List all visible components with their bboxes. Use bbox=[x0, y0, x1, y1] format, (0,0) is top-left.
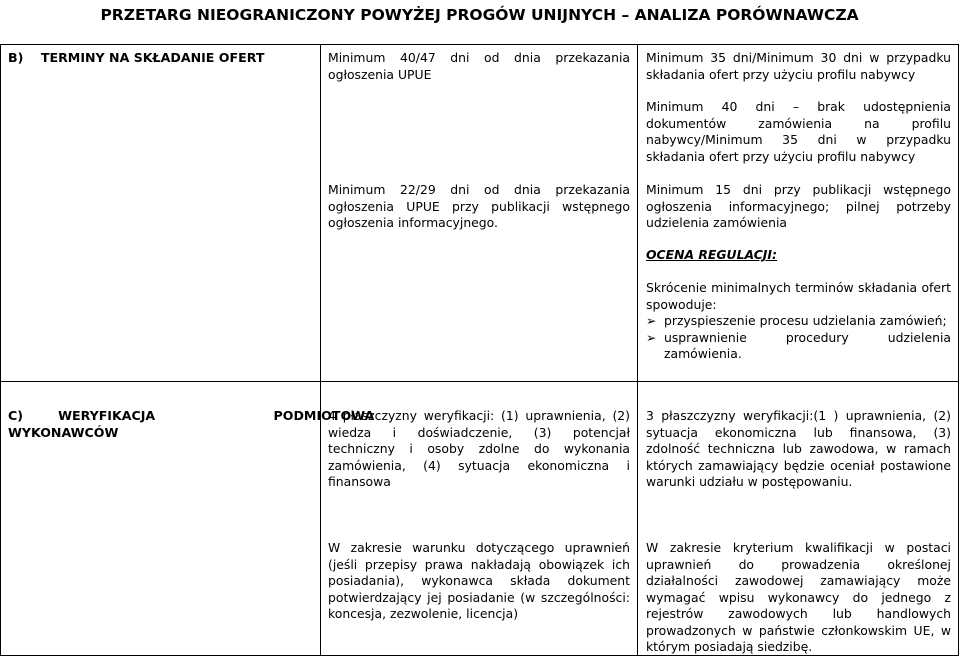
row-divider bbox=[0, 381, 959, 382]
ocena-bullet-2-text: usprawnienie procedury udzielenia zamówienia. bbox=[664, 329, 951, 361]
section-c-old-licences bbox=[328, 540, 630, 623]
section-b-ocena-body bbox=[646, 280, 951, 363]
arrow-bullet-icon: ➢ bbox=[646, 313, 657, 328]
section-c-old-verification-text: 4 płaszczyzny weryfikacji: (1) uprawnienia, (2) wiedza i doświadczenie, (3) potencjał techniczny i osoby zdolne do wykonania zamówienia, (4) sytuacja ekonomiczna i finansowa bbox=[328, 408, 630, 489]
ocena-heading: OCENA REGULACJI: bbox=[646, 247, 777, 262]
section-b-new-deadline-no-profile-text: Minimum 40 dni – brak udostępnienia dokumentów zamówienia na profilu nabywcy/Minimum 35 dni w przypadku składania ofert przy użyciu profilu nabywcy bbox=[646, 99, 951, 164]
table-left-border bbox=[0, 44, 1, 656]
section-c-old-verification bbox=[328, 408, 630, 491]
arrow-bullet-icon: ➢ bbox=[646, 329, 657, 345]
column-divider-2 bbox=[637, 44, 638, 656]
page-title: PRZETARG NIEOGRANICZONY POWYŻEJ PROGÓW UNIJNYCH – ANALIZA PORÓWNAWCZA bbox=[100, 6, 859, 24]
section-b-new-deadline-urgent-text: Minimum 15 dni przy publikacji wstępnego ogłoszenia informacyjnego; pilnej potrzeby udzielenia zamówienia bbox=[646, 182, 951, 230]
section-c-new-verification-text: 3 płaszczyzny weryfikacji:(1 ) uprawnienia, (2) sytuacja ekonomiczna lub finansowa, (3) zdolność techniczna lub zawodowa, w ramach których zamawiający będzie oceniał postawione warunki udziału w postępowaniu. bbox=[646, 408, 951, 489]
section-b-heading: B) TERMINY NA SKŁADANIE OFERT bbox=[8, 50, 265, 65]
column-divider-1 bbox=[320, 44, 321, 656]
section-b-new-deadline-no-profile bbox=[646, 99, 951, 165]
section-c-new-licences bbox=[646, 540, 951, 656]
section-c-heading: C) WERYFIKACJA PODMIOTOWA WYKONAWCÓW bbox=[8, 408, 375, 440]
section-c-old-licences-text: W zakresie warunku dotyczącego uprawnień (jeśli przepisy prawa nakładają obowiązek ich posiadania), wykonawca składa dokument potwierdzający jej posiadanie (w szczególności: koncesja, zezwolenie, licencja) bbox=[328, 540, 630, 621]
section-c-new-verification bbox=[646, 408, 951, 491]
ocena-bullet-1-text: przyspieszenie procesu udzielania zamówień; bbox=[664, 313, 947, 328]
ocena-bullet-1 bbox=[646, 313, 951, 330]
section-b-old-deadline-standard bbox=[328, 50, 630, 83]
section-b-new-deadline-standard-text: Minimum 35 dni/Minimum 30 dni w przypadku składania ofert przy użyciu profilu nabywcy bbox=[646, 50, 951, 82]
table-top-border bbox=[0, 44, 959, 45]
section-b-old-deadline-standard-text: Minimum 40/47 dni od dnia przekazania ogłoszenia UPUE bbox=[328, 50, 630, 82]
section-b-ocena-regulacji bbox=[646, 247, 951, 264]
ocena-intro: Skrócenie minimalnych terminów składania ofert spowoduje: bbox=[646, 280, 951, 312]
section-b-new-deadline-urgent bbox=[646, 182, 951, 232]
ocena-bullet-2 bbox=[646, 330, 951, 363]
section-b-old-deadline-prior-notice bbox=[328, 182, 630, 232]
section-b-new-deadline-standard bbox=[646, 50, 951, 83]
section-b-old-deadline-prior-notice-text: Minimum 22/29 dni od dnia przekazania ogłoszenia UPUE przy publikacji wstępnego ogłoszenia informacyjnego. bbox=[328, 182, 630, 230]
section-c-new-licences-text: W zakresie kryterium kwalifikacji w postaci uprawnień do prowadzenia określonej działalności zawodowej zamawiający może wymagać wpisu wykonawcy do jednego z rejestrów zawodowych lub handlowych prowadzonych w państwie członkowskim UE, w którym posiadają siedzibę. bbox=[646, 540, 951, 654]
